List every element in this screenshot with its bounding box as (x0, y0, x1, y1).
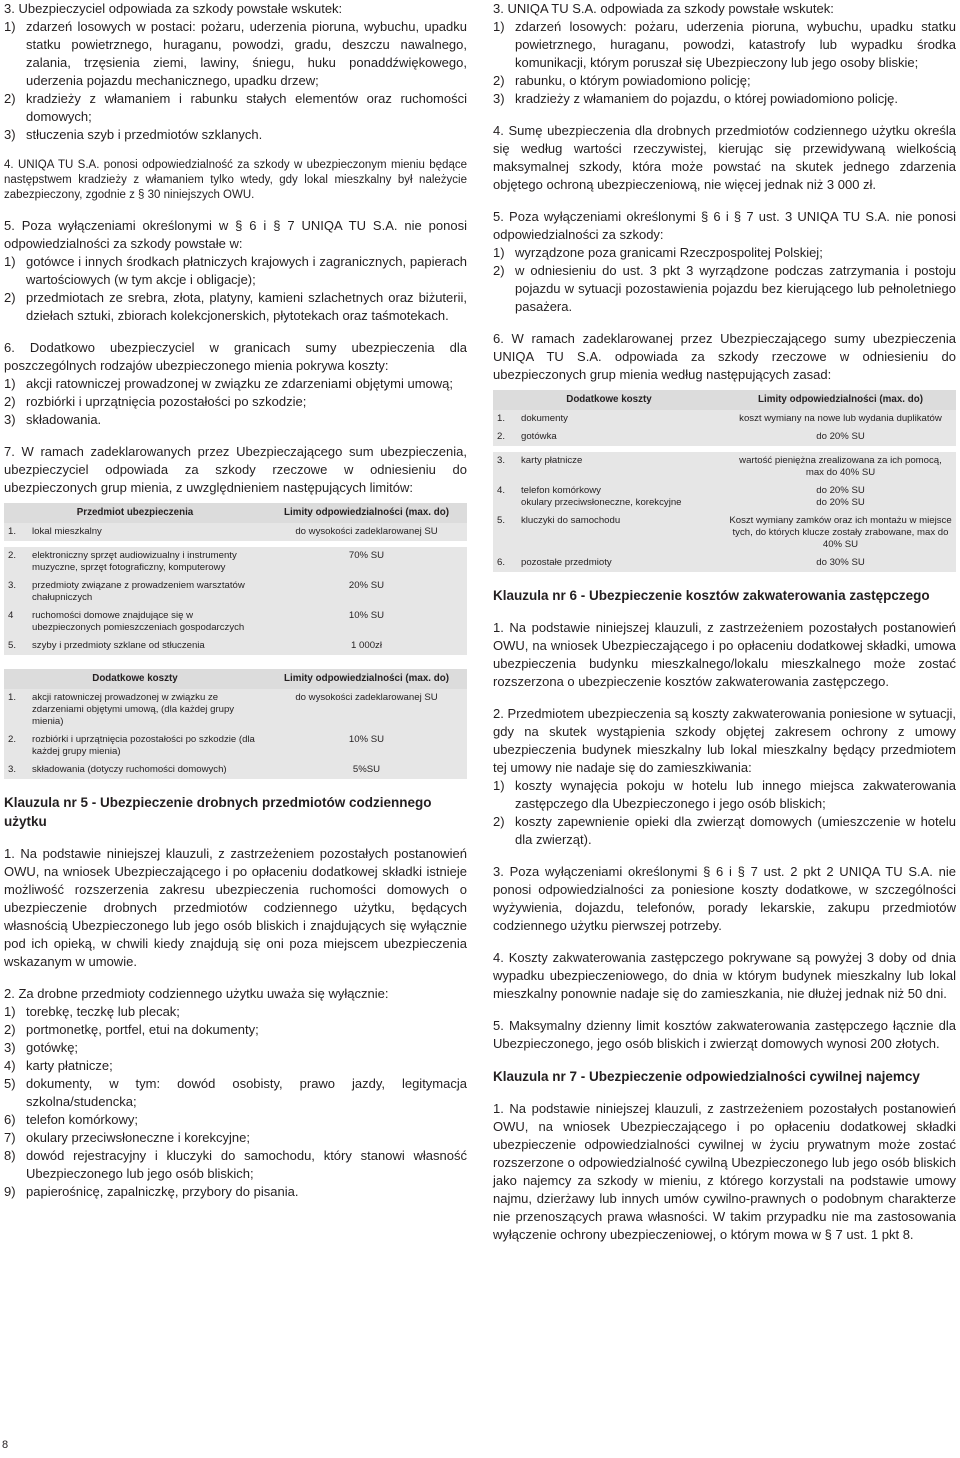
table-header-item: Dodatkowe koszty (4, 669, 266, 689)
row-limit: 5%SU (352, 764, 381, 775)
table-row (4, 523, 467, 541)
list-item (4, 289, 467, 325)
item-number: 3) (4, 412, 16, 427)
item-number: 1) (4, 1004, 16, 1019)
table-row (493, 482, 956, 512)
item-text: koszty zapewnienie opieki dla zwierząt domowych (umieszczenie w hotelu dla zwierząt). (515, 814, 956, 847)
section-3-right (493, 0, 956, 108)
row-limit: 70% SU (348, 550, 385, 561)
row-limit: do 20% SU (816, 431, 865, 442)
limits-table-property (4, 503, 467, 655)
table-row (493, 554, 956, 572)
section-lead: 3. UNIQA TU S.A. odpowiada za szkody powstałe wskutek: (493, 1, 834, 16)
row-item: akcji ratowniczej prowadzonej w związku ze zdarzeniami objętymi umową, (dla każdej grupy mienia) (32, 692, 235, 727)
item-text: portmonetkę, portfel, etui na dokumenty; (26, 1022, 259, 1037)
table-row (493, 512, 956, 554)
table-row (4, 607, 467, 637)
row-number: 5. (497, 515, 506, 526)
table-row (493, 428, 956, 446)
item-text: koszty wynajęcia pokoju w hotelu lub innego miejsca zakwaterowania zastępczego dla Ubezpieczonego i jego osób bliskich; (515, 778, 956, 811)
list-item (493, 244, 956, 262)
row-item: lokal mieszkalny (32, 526, 102, 537)
row-limit: wartość pieniężna zrealizowana za ich pomocą, max do 40% SU (739, 455, 942, 478)
table-row (493, 410, 956, 428)
row-item: ruchomości domowe znajdujące się w ubezpieczonych pomieszczeniach gospodarczych (32, 610, 245, 633)
row-number: 5. (8, 640, 17, 651)
item-list (493, 777, 956, 849)
item-number: 3) (4, 1040, 16, 1055)
row-limit: do wysokości zadeklarowanej SU (295, 692, 438, 703)
list-item (4, 90, 467, 126)
section-5-right (493, 208, 956, 316)
section-lead: 5. Poza wyłączeniami określonymi w § 6 i § 7 UNIQA TU S.A. nie ponosi odpowiedzialności za szkody powstałe w: (4, 218, 467, 251)
item-number: 5) (4, 1076, 16, 1091)
item-list (4, 375, 467, 429)
row-limit: 10% SU (348, 734, 385, 745)
item-list (493, 18, 956, 108)
row-limit: do 20% SU do 20% SU (816, 485, 865, 508)
row-number: 3. (8, 764, 17, 775)
item-text: kradzieży z włamaniem do pojazdu, o której powiadomiono policję. (515, 91, 898, 106)
item-text: przedmiotach ze srebra, złota, platyny, kamieni szlachetnych oraz biżuterii, dziełach sztuki, zbiorach kolekcjonerskich, płytotekach oraz taśmotekach. (26, 290, 467, 323)
clause-6-paragraph-2 (493, 705, 956, 849)
list-item (4, 393, 467, 411)
row-item: przedmioty związane z prowadzeniem warsztatów chałupniczych (32, 580, 245, 603)
limits-table-costs (4, 669, 467, 779)
row-number: 2. (497, 431, 506, 442)
row-item: karty płatnicze (521, 455, 583, 466)
section-3-left (4, 0, 467, 144)
item-list (493, 244, 956, 316)
row-item: elektroniczny sprzęt audiowizualny i instrumenty muzyczne, sprzęt fotograficzny, komputerowy (32, 550, 237, 573)
item-text: w odniesieniu do ust. 3 pkt 3 wyrządzone podczas zatrzymania i postoju pojazdu w sytuacji pozostawienia pojazdu bez kierującego lub pełnoletniego pasażera. (515, 263, 956, 314)
item-number: 2) (493, 263, 505, 278)
left-column (4, 0, 467, 1215)
row-limit: 20% SU (348, 580, 385, 591)
item-text: gotówce i innych środkach płatniczych krajowych i zagranicznych, papierach wartościowych (w tym akcje i obligacje); (26, 254, 467, 287)
row-number: 4. (497, 485, 506, 496)
section-5-left (4, 217, 467, 325)
item-number: 2) (4, 394, 16, 409)
item-text: składowania. (26, 412, 102, 427)
clause-6-title: Klauzula nr 6 - Ubezpieczenie kosztów zakwaterowania zastępczego (493, 588, 930, 603)
item-text: karty płatnicze; (26, 1058, 113, 1073)
section-lead: 6. Dodatkowo ubezpieczyciel w granicach sumy ubezpieczenia dla poszczególnych rodzajów ubezpieczonego mienia pokrywa koszty: (4, 340, 467, 373)
row-item: telefon komórkowy okulary przeciwsłoneczne, korekcyjne (521, 485, 682, 508)
clause-7-paragraph-1: 1. Na podstawie niniejszej klauzuli, z zastrzeżeniem pozostałych postanowień OWU, na wniosek Ubezpieczającego i po opłaceniu dodatkowej składki ubezpieczenie odpowiedzialności cywilnej w życiu prywatnym może zostać rozszerzone o odpowiedzialność cywilną Ubezpieczonego lub jego osób bliskich jako najemcy za szkody w mieniu, z którego korzystali na podstawie umowy najmu, dzierżawy lub innych umów cywilno-prawnych o podobnym charakterze nie przenoszących prawa własności. W takim przypadku nie ma zastosowania wyłączenie ochrony ubezpieczeniowej, o którym mowa w § 7 ust. 1 pkt 8. (493, 1101, 956, 1242)
list-item (4, 1147, 467, 1183)
list-item (4, 1129, 467, 1147)
item-number: 1) (493, 245, 505, 260)
section-lead: 2. Przedmiotem ubezpieczenia są koszty zakwaterowania poniesione w sytuacji, gdy na skutek wystąpienia szkody objętej zakresem ochrony z umowy ubezpieczenia budynek mieszkalny lub lokal mieszkalny będący przedmiotem tej umowy nie nadaje się do zamieszkiwania: (493, 706, 956, 775)
item-number: 1) (493, 19, 505, 34)
list-item (4, 1075, 467, 1111)
list-item (4, 126, 467, 144)
list-item (493, 90, 956, 108)
item-number: 8) (4, 1148, 16, 1163)
row-number: 2. (8, 734, 17, 745)
table-header-item: Przedmiot ubezpieczenia (4, 503, 266, 523)
item-text: dowód rejestracyjny i kluczyki do samochodu, który stanowi własność Ubezpieczonego lub jego osób bliskich; (26, 1148, 467, 1181)
item-number: 2) (493, 814, 505, 829)
item-text: telefon komórkowy; (26, 1112, 138, 1127)
item-number: 1) (4, 19, 16, 34)
item-text: stłuczenia szyb i przedmiotów szklanych. (26, 127, 263, 142)
clause-6-paragraph-1: 1. Na podstawie niniejszej klauzuli, z zastrzeżeniem pozostałych postanowień OWU, na wniosek Ubezpieczającego i po opłaceniu dodatkowej składki, umowa ubezpieczenia budynku mieszkalnego/lokalu mieszkalnego może zostać rozszerzona o ubezpieczenie kosztów zakwaterowania zastępczego. (493, 620, 956, 689)
row-limit: koszt wymiany na nowe lub wydania duplikatów (739, 413, 942, 424)
item-text: akcji ratowniczej prowadzonej w związku ze zdarzeniami objętymi umową; (26, 376, 454, 391)
row-item: rozbiórki i uprzątnięcia pozostałości po szkodzie (dla każdej grupy mienia) (32, 734, 255, 757)
page-number: 8 (2, 1439, 9, 1451)
item-text: kradzieży z włamaniem i rabunku stałych elementów oraz ruchomości domowych; (26, 91, 467, 124)
table-row (4, 577, 467, 607)
row-number: 4 (8, 610, 14, 621)
item-text: zdarzeń losowych w postaci: pożaru, uderzenia pioruna, wybuchu, upadku statku powietrznego, huraganu, powodzi, gradu, deszczu nawalnego, zalania, trzęsienia ziemi, lawiny, śniegu, huku ponaddźwiękowego, uderzenia pojazdu mechanicznego, upadku drzew; (26, 19, 467, 88)
row-number: 2. (8, 550, 17, 561)
row-limit: do wysokości zadeklarowanej SU (295, 526, 438, 537)
list-item (4, 411, 467, 429)
item-text: zdarzeń losowych: pożaru, uderzenia pioruna, wybuchu, upadku statku powietrznego, huraganu, powodzi, katastrofy lub wypadku środka komunikacji, którym poruszał się Ubezpieczony lub jego osoby bliskie; (515, 19, 956, 70)
row-limit: Koszt wymiany zamków oraz ich montażu w miejsce tych, do których klucze zostały zrabowane, max do 40% SU (729, 515, 952, 550)
row-item: kluczyki do samochodu (521, 515, 621, 526)
item-text: wyrządzone poza granicami Rzeczpospolitej Polskiej; (515, 245, 823, 260)
item-number: 2) (4, 290, 16, 305)
row-number: 3. (8, 580, 17, 591)
item-number: 6) (4, 1112, 16, 1127)
item-number: 2) (493, 73, 505, 88)
clause-5-paragraph-1: 1. Na podstawie niniejszej klauzuli, z zastrzeżeniem pozostałych postanowień OWU, na wniosek Ubezpieczającego i po opłaceniu dodatkowej składki istnieje możliwość rozszerzenia zakresu ubezpieczenia ruchomości domowych o ubezpieczenie drobnych przedmiotów codziennego użytku, będących własnością Ubezpieczonego lub jego osób bliskich i znajdujących się wyłącznie pod ich opieką, w chwili kiedy znajdują się oni poza miejscem ubezpieczenia wskazanym w umowie. (4, 846, 467, 969)
list-item (4, 1057, 467, 1075)
section-lead: 5. Poza wyłączeniami określonymi § 6 i § 7 ust. 3 UNIQA TU S.A. nie ponosi odpowiedzialności za szkody: (493, 209, 956, 242)
table-header-limit: Limity odpowiedzialności (max. do) (725, 390, 956, 410)
clause-6-paragraph-4: 4. Koszty zakwaterowania zastępczego pokrywane są powyżej 3 doby od dnia wypadku ubezpieczeniowego, do dnia w którym budynek mieszkalny lub lokal mieszkalny ponownie nadaje się do zamieszkania, nie dłużej jednak niż 50 dni. (493, 950, 956, 1001)
table-row (4, 689, 467, 731)
item-number: 3) (493, 91, 505, 106)
row-number: 3. (497, 455, 506, 466)
row-item: pozostałe przedmioty (521, 557, 612, 568)
row-number: 6. (497, 557, 506, 568)
item-text: rabunku, o którym powiadomiono policję; (515, 73, 751, 88)
list-item (493, 813, 956, 849)
item-text: dokumenty, w tym: dowód osobisty, prawo jazdy, legitymacja szkolna/studencka; (26, 1076, 467, 1109)
item-number: 2) (4, 1022, 16, 1037)
item-list (4, 1003, 467, 1201)
list-item (493, 72, 956, 90)
list-item (4, 1183, 467, 1201)
item-list (4, 253, 467, 325)
row-item: gotówka (521, 431, 557, 442)
list-item (4, 1111, 467, 1129)
row-limit: do 30% SU (816, 557, 865, 568)
item-text: rozbiórki i uprzątnięcia pozostałości po szkodzie; (26, 394, 307, 409)
section-6-right: 6. W ramach zadeklarowanej przez Ubezpieczającego sumy ubezpieczenia UNIQA TU S.A. odpowiada za szkody rzeczowe w odniesieniu do ubezpieczonych grup mienia według następujących zasad: (493, 331, 956, 382)
table-header-limit: Limity odpowiedzialności (max. do) (266, 669, 467, 689)
clause-6-paragraph-3: 3. Poza wyłączeniami określonymi § 6 i § 7 ust. 2 pkt 2 UNIQA TU S.A. nie ponosi odpowiedzialności za poniesione koszty dodatkowe, w szczególności wyżywienia, dojazdu, telefonów, porady lekarskie, zakupu przedmiotów codziennego użytku pierwszej potrzeby. (493, 864, 956, 933)
row-limit: 1 000zł (351, 640, 382, 651)
item-number: 3) (4, 127, 16, 142)
section-lead: 3. Ubezpieczyciel odpowiada za szkody powstałe wskutek: (4, 1, 343, 16)
item-list (4, 18, 467, 144)
list-item (4, 1039, 467, 1057)
row-item: dokumenty (521, 413, 568, 424)
row-number: 1. (8, 692, 17, 703)
row-item: składowania (dotyczy ruchomości domowych) (32, 764, 227, 775)
section-lead: 2. Za drobne przedmioty codziennego użytku uważa się wyłącznie: (4, 986, 389, 1001)
section-6-left (4, 339, 467, 429)
row-number: 1. (8, 526, 17, 537)
table-row (4, 637, 467, 655)
list-item (493, 18, 956, 72)
item-number: 9) (4, 1184, 16, 1199)
section-7-left: 7. W ramach zadeklarowanych przez Ubezpieczającego sum ubezpieczenia, ubezpieczyciel odpowiada za szkody rzeczowe w odniesieniu do ubezpieczonych grup mienia, z uwzględnieniem następujących limitów: (4, 444, 467, 495)
list-item (4, 1003, 467, 1021)
item-number: 1) (4, 254, 16, 269)
table-header-limit: Limity odpowiedzialności (max. do) (266, 503, 467, 523)
item-number: 7) (4, 1130, 16, 1145)
row-item: szyby i przedmioty szklane od stłuczenia (32, 640, 205, 651)
row-number: 1. (497, 413, 506, 424)
list-item (4, 18, 467, 90)
right-column (493, 0, 956, 1244)
item-number: 1) (4, 376, 16, 391)
list-item (4, 253, 467, 289)
clause-6-paragraph-5: 5. Maksymalny dzienny limit kosztów zakwaterowania zastępczego łącznie dla Ubezpieczonego, jego osób bliskich i zwierząt domowych wynosi 200 złotych. (493, 1018, 956, 1051)
item-number: 1) (493, 778, 505, 793)
table-row (4, 547, 467, 577)
section-4-right: 4. Sumę ubezpieczenia dla drobnych przedmiotów codziennego użytku określa się według wartości rzeczywistej, kierując się przewidywaną wielkością maksymalnej szkody, która może powstać na skutek jednego zdarzenia objętego ochroną ubezpieczeniową, nie więcej jednak niż 3 000 zł. (493, 123, 956, 192)
table-row (4, 731, 467, 761)
limits-table-small-items (493, 390, 956, 572)
list-item (4, 375, 467, 393)
table-row (493, 452, 956, 482)
table-row (4, 761, 467, 779)
item-number: 4) (4, 1058, 16, 1073)
item-text: okulary przeciwsłoneczne i korekcyjne; (26, 1130, 250, 1145)
clause-7-title: Klauzula nr 7 - Ubezpieczenie odpowiedzialności cywilnej najemcy (493, 1069, 920, 1084)
section-4-left: 4. UNIQA TU S.A. ponosi odpowiedzialność za szkody w ubezpieczonym mieniu będące następstwem kradzieży z włamaniem tylko wtedy, gdy lokal mieszkalny był należycie zabezpieczony, zgodnie z § 30 niniejszych OWU. (4, 159, 467, 201)
clause-5-paragraph-2 (4, 985, 467, 1201)
list-item (493, 262, 956, 316)
item-text: papierośnicę, zapalniczkę, przybory do pisania. (26, 1184, 299, 1199)
row-limit: 10% SU (348, 610, 385, 621)
list-item (4, 1021, 467, 1039)
clause-5-title: Klauzula nr 5 - Ubezpieczenie drobnych przedmiotów codziennego użytku (4, 795, 432, 829)
list-item (493, 777, 956, 813)
table-header-item: Dodatkowe koszty (493, 390, 725, 410)
item-text: torebkę, teczkę lub plecak; (26, 1004, 180, 1019)
item-text: gotówkę; (26, 1040, 79, 1055)
item-number: 2) (4, 91, 16, 106)
